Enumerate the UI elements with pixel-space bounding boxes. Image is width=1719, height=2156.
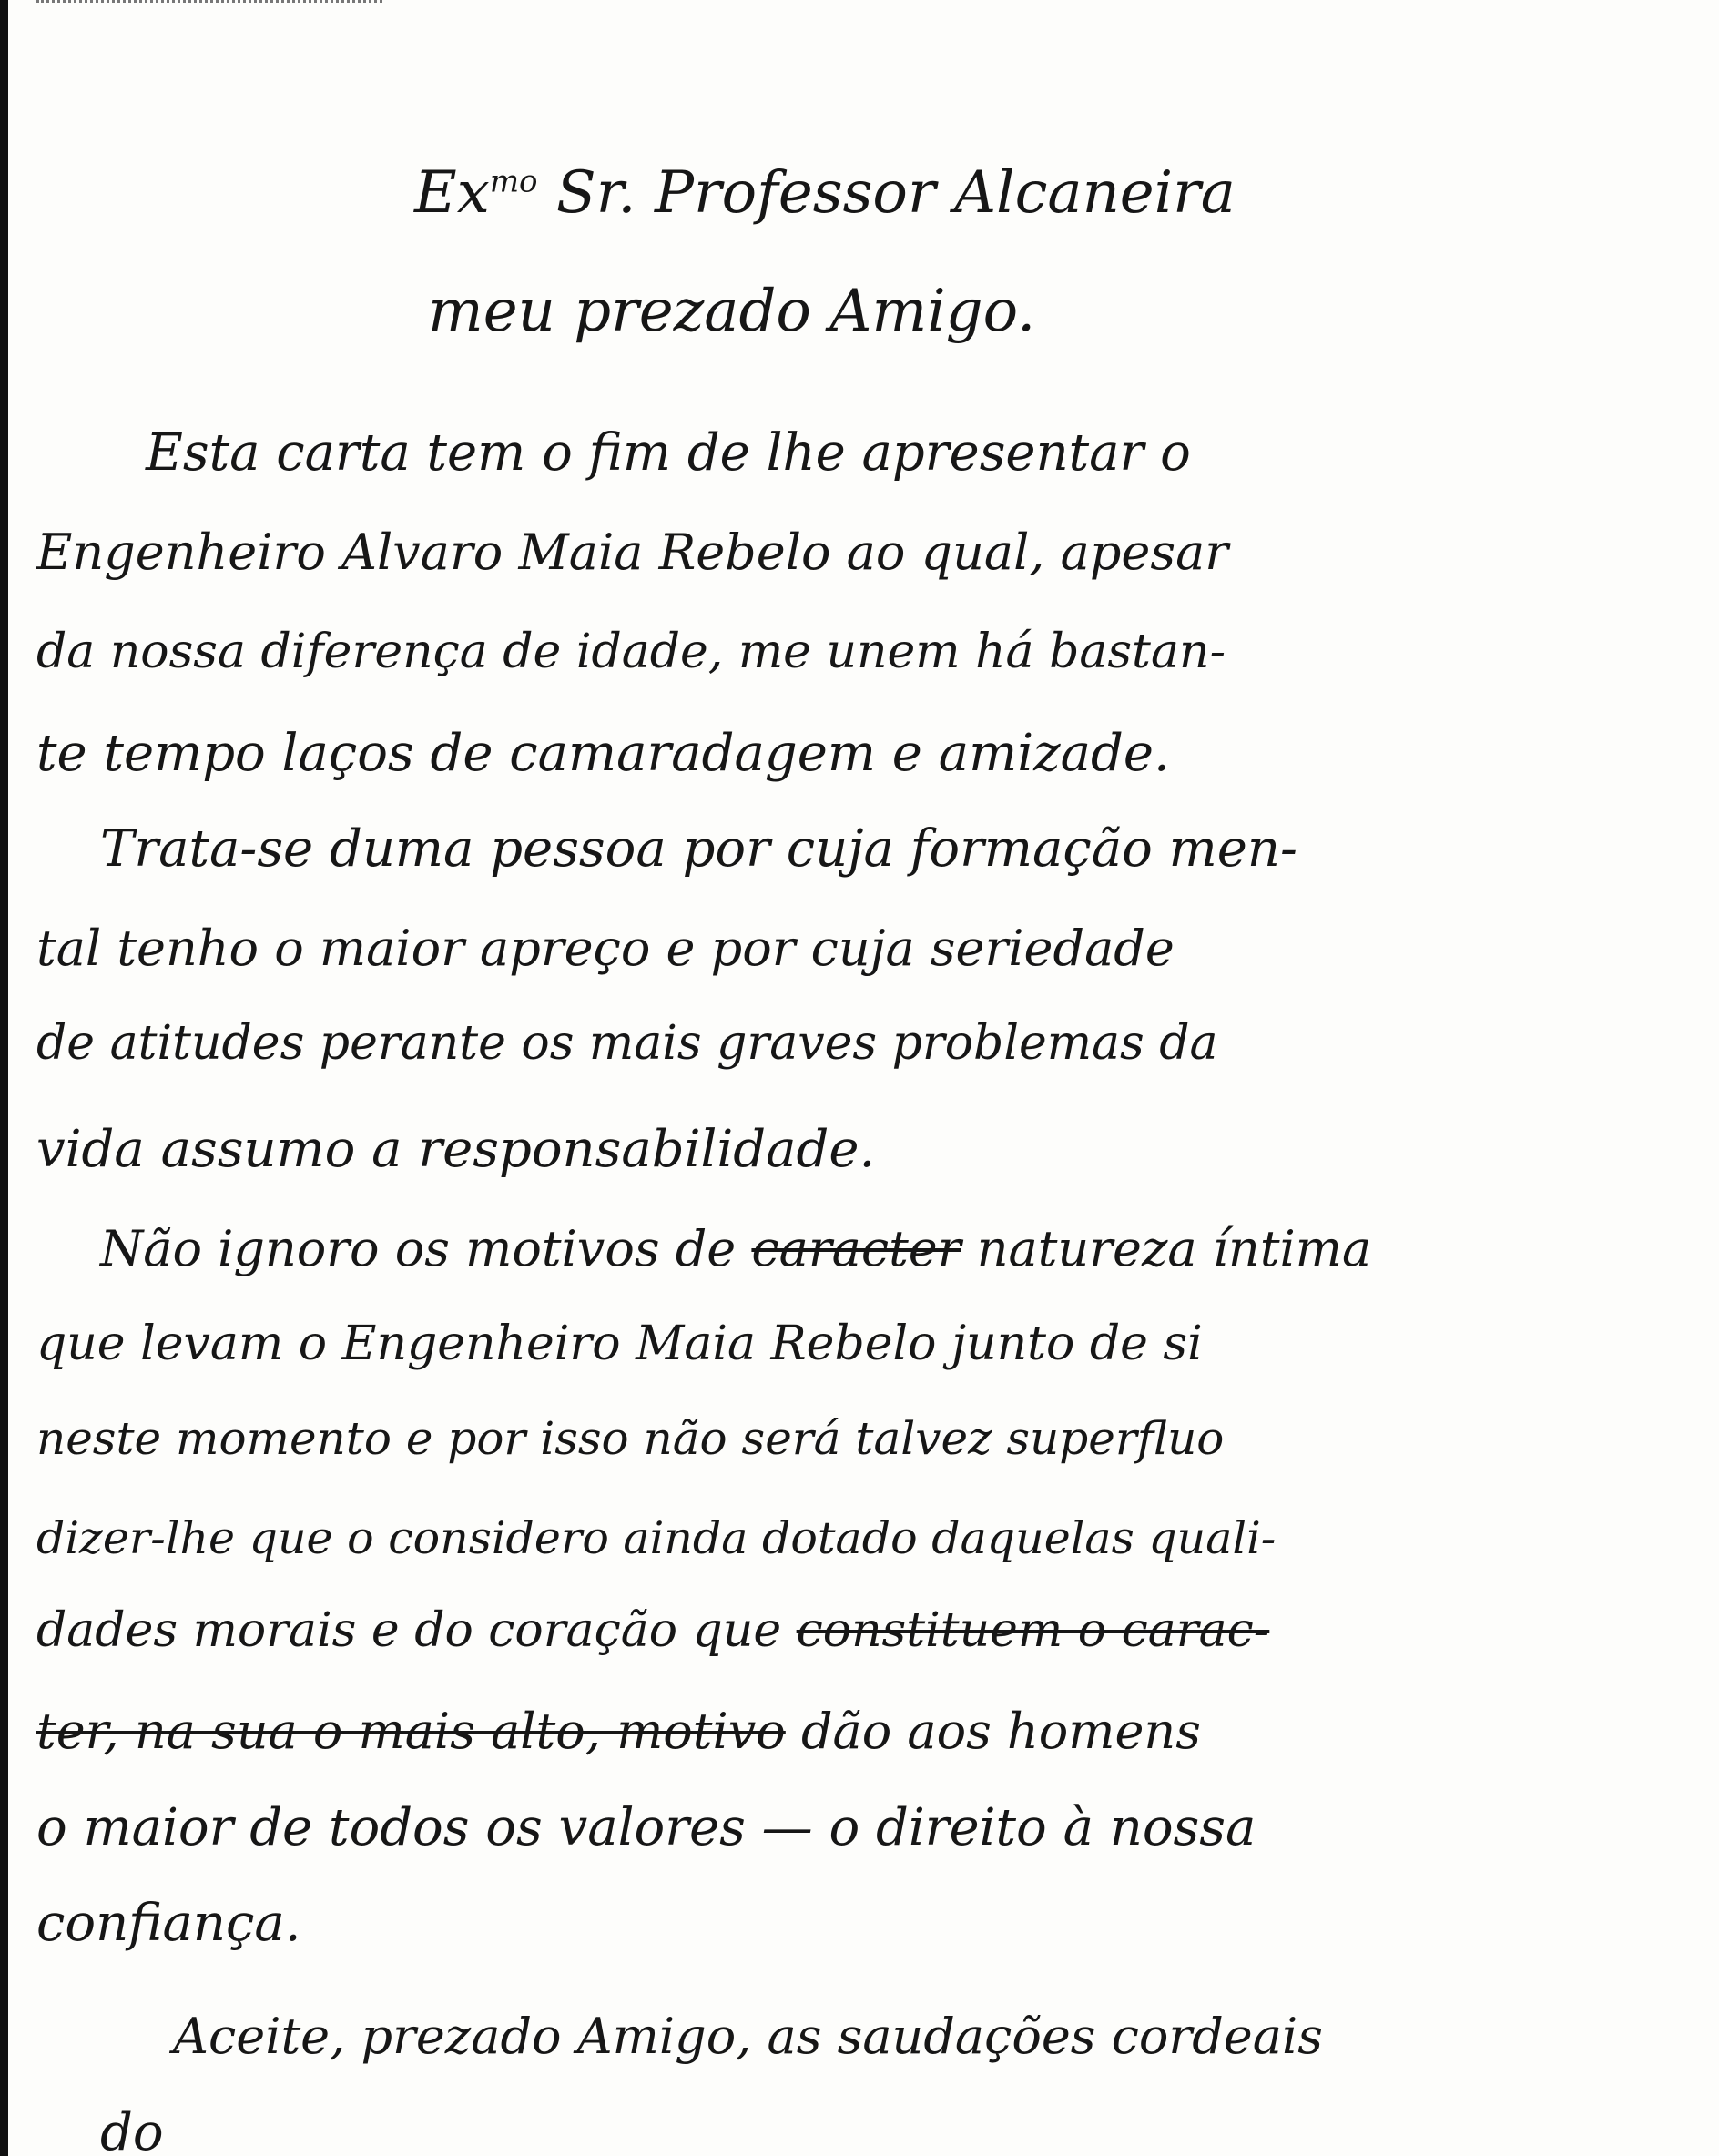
line-text: da nossa diferença de idade, me unem há bastan-	[36, 625, 1226, 679]
line-text: dão aos homens	[785, 1703, 1201, 1760]
letter-line	[36, 1412, 1225, 1465]
line-text: Esta carta tem o fim de lhe apresentar o	[146, 423, 1191, 483]
salutation-line-2: meu prezado Amigo.	[428, 278, 1036, 345]
page-left-edge	[0, 0, 8, 2156]
letter-line	[36, 625, 1226, 679]
line-text: confiança.	[36, 1894, 301, 1953]
salutation-superscript: mo	[489, 163, 538, 200]
salutation-line-1	[414, 159, 1236, 227]
line-text: Não ignoro os motivos de	[100, 1220, 752, 1277]
salutation-name: Sr. Professor Alcaneira	[555, 159, 1236, 227]
line-text: Trata-se duma pessoa por cuja formação men-	[100, 819, 1297, 879]
line-text: vida assumo a responsabilidade.	[36, 1120, 876, 1179]
letter-line	[36, 524, 1229, 581]
letter-line	[100, 819, 1297, 879]
letter-line	[36, 1512, 1277, 1564]
line-text: que levam o Engenheiro Maia Rebelo junto de si	[36, 1317, 1203, 1371]
line-text: de atitudes perante os mais graves problemas da	[36, 1016, 1218, 1071]
struck-text: ter, na sua o mais alto, motivo	[36, 1703, 786, 1760]
line-text: do	[100, 2103, 164, 2156]
line-text: te tempo laços de camaradagem e amizade.	[36, 724, 1170, 783]
salutation-prefix: Ex	[414, 159, 490, 227]
letter-line	[36, 724, 1170, 783]
letter-line	[36, 1016, 1218, 1071]
line-text: o maior de todos os valores — o direito à nossa	[36, 1798, 1256, 1857]
line-text: natureza íntima	[961, 1220, 1372, 1277]
struck-text: caracter	[751, 1220, 961, 1277]
letter-line	[36, 1703, 1201, 1760]
letter-line	[36, 1603, 1270, 1658]
page-top-mark	[36, 0, 382, 8]
line-text: dades morais e do coração que	[36, 1603, 797, 1658]
struck-text: constituem o carac-	[796, 1603, 1270, 1658]
line-text: Aceite, prezado Amigo, as saudações cordeais	[173, 2008, 1323, 2065]
line-text: dizer-lhe que o considero ainda dotado daquelas quali-	[36, 1512, 1277, 1564]
letter-line	[173, 2008, 1323, 2065]
letter-line	[36, 920, 1175, 977]
line-text: neste momento e por isso não será talvez superfluo	[36, 1412, 1225, 1465]
letter-line	[36, 1120, 876, 1179]
line-text: Engenheiro Alvaro Maia Rebelo ao qual, apesar	[36, 524, 1229, 581]
letter-line	[146, 423, 1191, 483]
letter-line	[36, 1317, 1203, 1371]
letter-line	[36, 1798, 1256, 1857]
letter-line	[100, 2103, 164, 2156]
line-text: tal tenho o maior apreço e por cuja seriedade	[36, 920, 1175, 977]
letter-line	[36, 1894, 301, 1953]
letter-line	[100, 1220, 1372, 1277]
